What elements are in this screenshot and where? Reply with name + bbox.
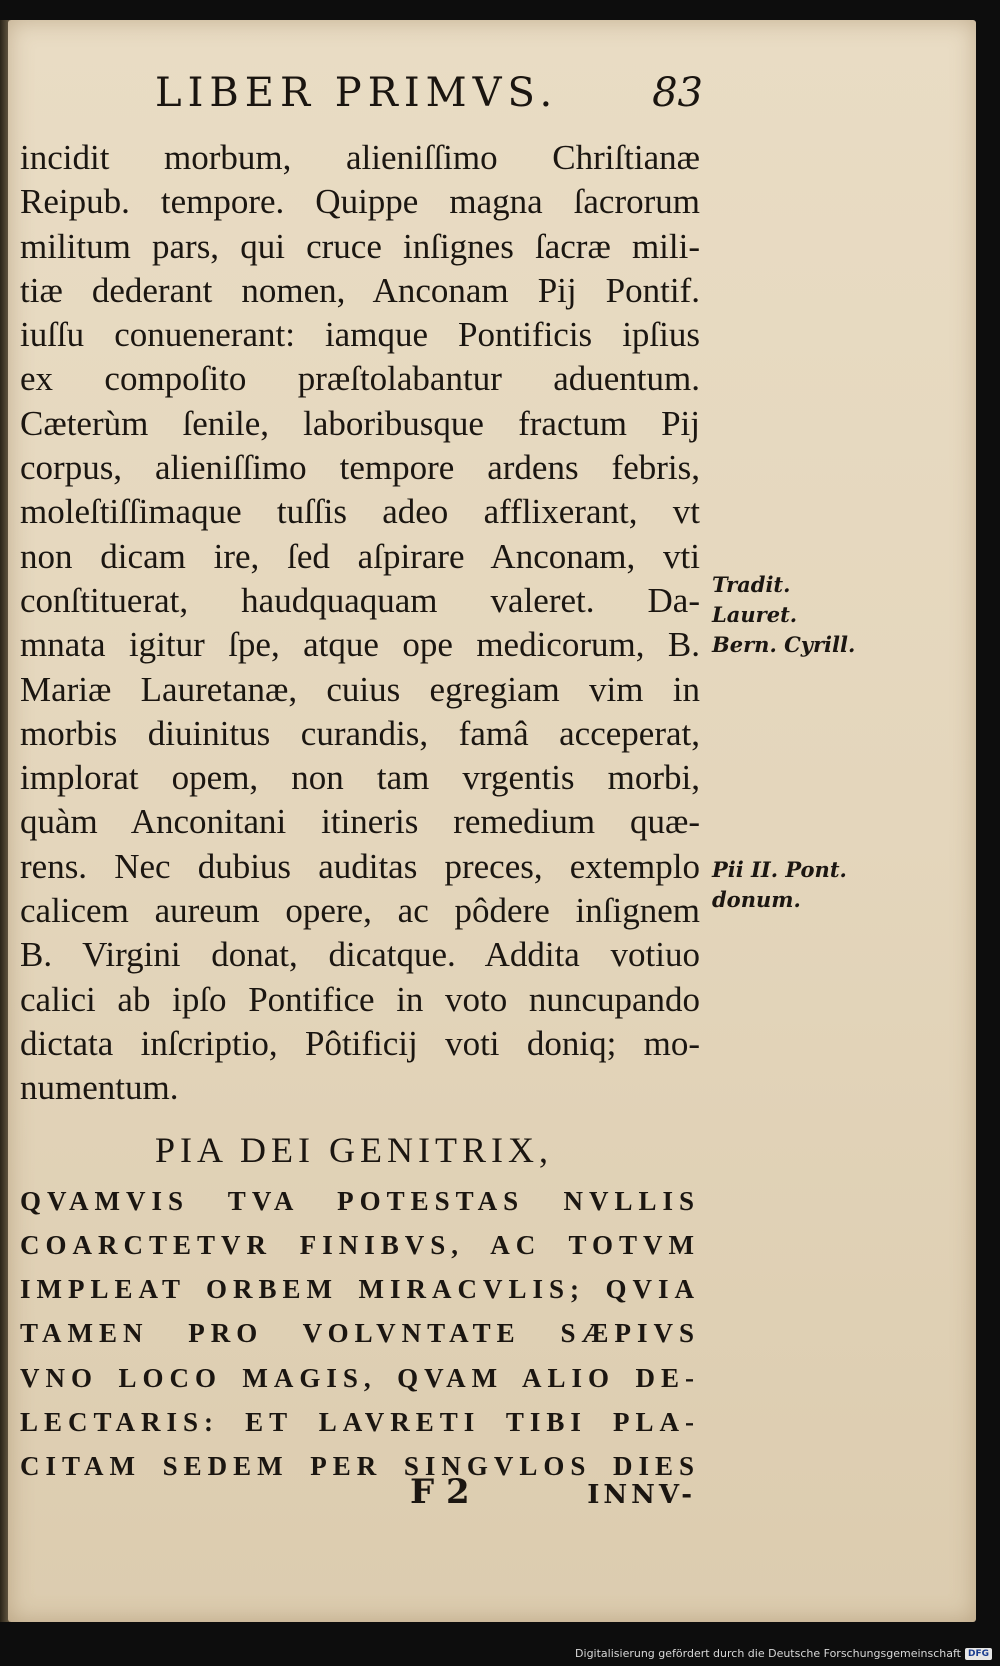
page-footer	[410, 1472, 696, 1512]
marginal-note-line: Lauret.	[712, 602, 798, 627]
marginal-note	[712, 570, 855, 660]
text-line: Reipub. tempore. Quippe magna ſacrorum	[20, 182, 700, 222]
inscription-line: COARCTETVR FINIBVS, AC TOTVM	[20, 1229, 700, 1260]
text-line: militum pars, qui cruce inſignes ſacræ mili-	[20, 226, 700, 266]
text-line: Mariæ Lauretanæ, cuius egregiam vim in	[20, 669, 700, 709]
digitization-credit	[575, 1647, 992, 1660]
text-line: dictata inſcriptio, Pôtificij voti doniq; mo-	[20, 1023, 700, 1063]
inscription-line: LECTARIS: ET LAVRETI TIBI PLA-	[20, 1407, 700, 1438]
inscription-block	[20, 1179, 700, 1489]
text-line: Cæterùm ſenile, laboribusque fractum Pij	[20, 403, 700, 443]
text-line: calicem aureum opere, ac pôdere inſignem	[20, 891, 700, 931]
text-line: corpus, alieniſſimo tempore ardens febris,	[20, 448, 700, 488]
text-line: non dicam ire, ſed aſpirare Anconam, vti	[20, 536, 700, 576]
inscription-heading: PIA DEI GENITRIX,	[155, 1129, 553, 1170]
text-line: conſtituerat, haudquaquam valeret. Da-	[20, 580, 700, 620]
inscription-line: IMPLEAT ORBEM MIRACVLIS; QVIA	[20, 1274, 700, 1305]
text-line: mnata igitur ſpe, atque ope medicorum, B.	[20, 625, 700, 665]
text-line: iuſſu conuenerant: iamque Pontificis ipſius	[20, 315, 700, 355]
text-line: incidit morbum, alieniſſimo Chriſtianæ	[20, 138, 700, 177]
page-number: 83	[652, 70, 703, 116]
running-head	[155, 70, 703, 116]
text-line: rens. Nec dubius auditas preces, extemplo	[20, 846, 700, 886]
text-line: ex compoſito præſtolabantur aduentum.	[20, 359, 700, 399]
signature-mark: F 2	[410, 1472, 470, 1512]
marginal-note-line: Pii II. Pont.	[712, 857, 847, 882]
text-line: B. Virgini donat, dicatque. Addita votiuo	[20, 935, 700, 975]
inscription-line: TAMEN PRO VOLVNTATE SÆPIVS	[20, 1318, 700, 1349]
catchword: INNV-	[587, 1480, 696, 1510]
marginal-note-line: donum.	[712, 887, 801, 912]
inscription-line: VNO LOCO MAGIS, QVAM ALIO DE-	[20, 1362, 700, 1393]
inscription-line: QVAMVIS TVA POTESTAS NVLLIS	[20, 1185, 700, 1216]
text-line: moleſtiſſimaque tuſſis adeo afflixerant, vt	[20, 492, 700, 532]
text-line: calici ab ipſo Pontifice in voto nuncupando	[20, 979, 700, 1019]
main-text-block	[20, 136, 700, 1489]
text-line: morbis diuinitus curandis, famâ acceperat,	[20, 713, 700, 753]
credit-text: Digitalisierung gefördert durch die Deutsche Forschungsgemeinschaft	[575, 1647, 961, 1660]
text-line: tiæ dederant nomen, Anconam Pij Pontif.	[20, 270, 700, 310]
text-line: quàm Anconitani itineris remedium quæ-	[20, 802, 700, 842]
running-title: LIBER PRIMVS.	[155, 70, 559, 116]
dfg-logo-icon: DFG	[965, 1648, 992, 1660]
marginal-note-line: Bern. Cyrill.	[712, 632, 856, 657]
marginal-note	[712, 855, 847, 915]
text-line: numentum.	[20, 1068, 179, 1108]
text-line: implorat opem, non tam vrgentis morbi,	[20, 758, 700, 798]
inscription-line: CITAM SEDEM PER SINGVLOS DIES	[20, 1451, 700, 1482]
marginal-note-line: Tradit.	[712, 572, 791, 597]
